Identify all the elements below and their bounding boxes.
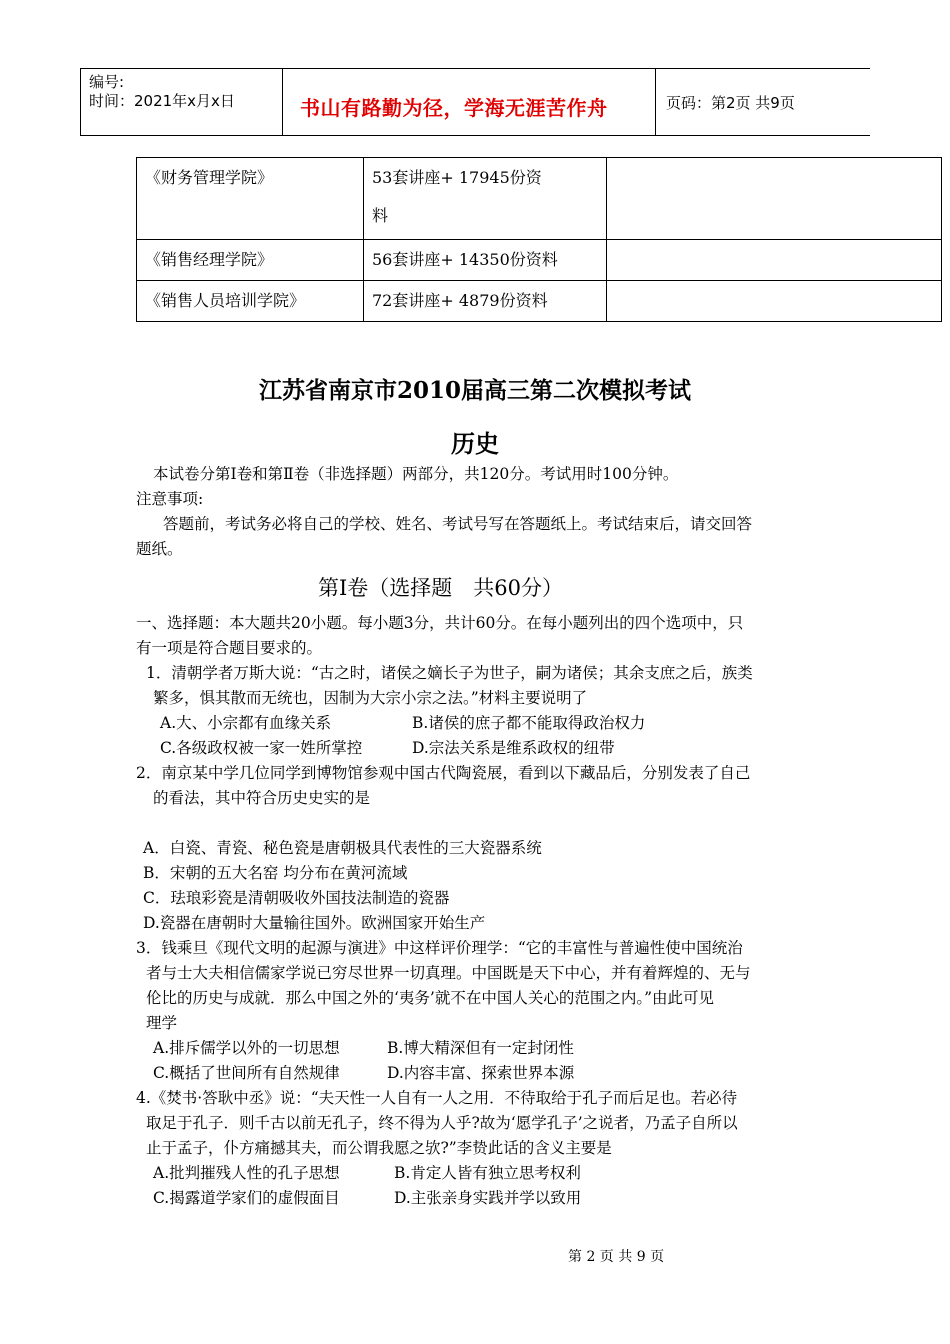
question-1-line-2: 繁多，惧其散而无统也，因制为大宗小宗之法。”材料主要说明了: [153, 689, 588, 707]
question-2-option-c: C．珐琅彩瓷是清朝吸收外国技法制造的瓷器: [143, 889, 450, 907]
table-cell-extra: [607, 158, 942, 240]
table-cell-extra: [607, 281, 942, 322]
question-4-line-1: 4.《焚书·答耿中丞》说：“夫天性一人自有一人之用．不待取给于孔子而后足也。若必待: [136, 1089, 738, 1107]
question-3-line-4: 理学: [146, 1014, 178, 1032]
question-4-line-2: 取足于孔子．则千古以前无孔子，终不得为人乎?故为‘愿学孔子’之说者，乃孟子自所以: [146, 1114, 738, 1132]
question-1-line-1: 1．清朝学者万斯大说：“古之时，诸侯之嫡长子为世子，嗣为诸侯；其余支庶之后，族类: [146, 664, 753, 682]
header-page-label: 页码：第2页 共9页: [666, 94, 795, 112]
header-left-rule: [80, 68, 81, 136]
question-4-option-d: D.主张亲身实践并学以致用: [394, 1189, 582, 1207]
question-3-line-1: 3．钱乘旦《现代文明的起源与演进》中这样评价理学：“它的丰富性与普遍性使中国统治: [136, 939, 743, 957]
question-4-option-a: A.批判摧残人性的孔子思想: [153, 1164, 340, 1182]
instructions-line-2: 有一项是符合题目要求的。: [136, 639, 323, 657]
question-2-option-d: D.瓷器在唐朝时大量输往国外。欧洲国家开始生产: [143, 914, 486, 932]
table-cell-desc: 56套讲座+ 14350份资料: [364, 240, 607, 281]
header-bottom-rule: [80, 135, 870, 136]
table-cell-name: 《销售人员培训学院》: [137, 281, 364, 322]
instructions-line-1: 一、选择题：本大题共20小题。每小题3分，共计60分。在每小题列出的四个选项中，只: [136, 614, 744, 632]
question-2-line-2: 的看法，其中符合历史史实的是: [153, 789, 371, 807]
doc-time-label: 时间：2021年x月x日: [89, 92, 235, 110]
question-4-line-3: 止于孟子，仆方痛撼其夫，而公谓我愿之欤?”李贽此话的含义主要是: [146, 1139, 612, 1157]
header-top-rule: [80, 68, 870, 69]
table-cell-desc: 53套讲座+ 17945份资 料: [364, 158, 607, 240]
question-1-option-a: A.大、小宗都有血缘关系: [160, 714, 332, 732]
question-1-option-d: D.宗法关系是维系政权的纽带: [412, 739, 615, 757]
header-motto: 书山有路勤为径，学海无涯苦作舟: [300, 96, 608, 120]
header-divider-1: [282, 68, 283, 136]
table-cell-name: 《销售经理学院》: [137, 240, 364, 281]
header-divider-2: [655, 68, 656, 136]
notice-line-1: 答题前，考试务必将自己的学校、姓名、考试号写在答题纸上。考试结束后，请交回答: [163, 515, 753, 533]
question-2-option-b: B．宋朝的五大名窑 均分布在黄河流域: [143, 864, 408, 882]
doc-number-label: 编号:: [89, 73, 125, 91]
table-cell-desc: 72套讲座+ 4879份资料: [364, 281, 607, 322]
notice-line-2: 题纸。: [136, 540, 183, 558]
table-cell-name: 《财务管理学院》: [137, 158, 364, 240]
question-1-option-c: C.各级政权被一家一姓所掌控: [160, 739, 363, 757]
section-title: 第Ⅰ卷（选择题 共60分）: [318, 576, 564, 600]
question-1-option-b: B.诸侯的庶子都不能取得政治权力: [412, 714, 646, 732]
notice-label: 注意事项:: [136, 490, 204, 508]
table-cell-extra: [607, 240, 942, 281]
exam-intro: 本试卷分第Ⅰ卷和第Ⅱ卷（非选择题）两部分，共120分。考试用时100分钟。: [153, 465, 679, 483]
table-row: [137, 240, 942, 281]
question-3-option-c: C.概括了世间所有自然规律: [153, 1064, 340, 1082]
question-2-option-a: A．白瓷、青瓷、秘色瓷是唐朝极具代表性的三大瓷器系统: [143, 839, 542, 857]
question-3-option-a: A.排斥儒学以外的一切思想: [153, 1039, 340, 1057]
table-row: [137, 281, 942, 322]
page-footer: 第 2 页 共 9 页: [568, 1249, 665, 1265]
table-row: [137, 158, 942, 240]
question-2-line-1: 2．南京某中学几位同学到博物馆参观中国古代陶瓷展，看到以下藏品后，分别发表了自己: [136, 764, 751, 782]
question-3-option-b: B.博大精深但有一定封闭性: [387, 1039, 574, 1057]
question-4-option-b: B.肯定人皆有独立思考权利: [394, 1164, 581, 1182]
question-4-option-c: C.揭露道学家们的虚假面目: [153, 1189, 340, 1207]
resource-table: [136, 157, 942, 322]
exam-subject: 历史: [451, 429, 499, 458]
question-3-line-2: 者与士大夫相信儒家学说已穷尽世界一切真理。中国既是天下中心，并有着辉煌的、无与: [146, 964, 751, 982]
question-3-line-3: 伦比的历史与成就．那么中国之外的‘夷务’就不在中国人关心的范围之内。”由此可见: [146, 989, 715, 1007]
question-3-option-d: D.内容丰富、探索世界本源: [387, 1064, 575, 1082]
exam-title: 江苏省南京市2010届高三第二次模拟考试: [258, 377, 691, 404]
